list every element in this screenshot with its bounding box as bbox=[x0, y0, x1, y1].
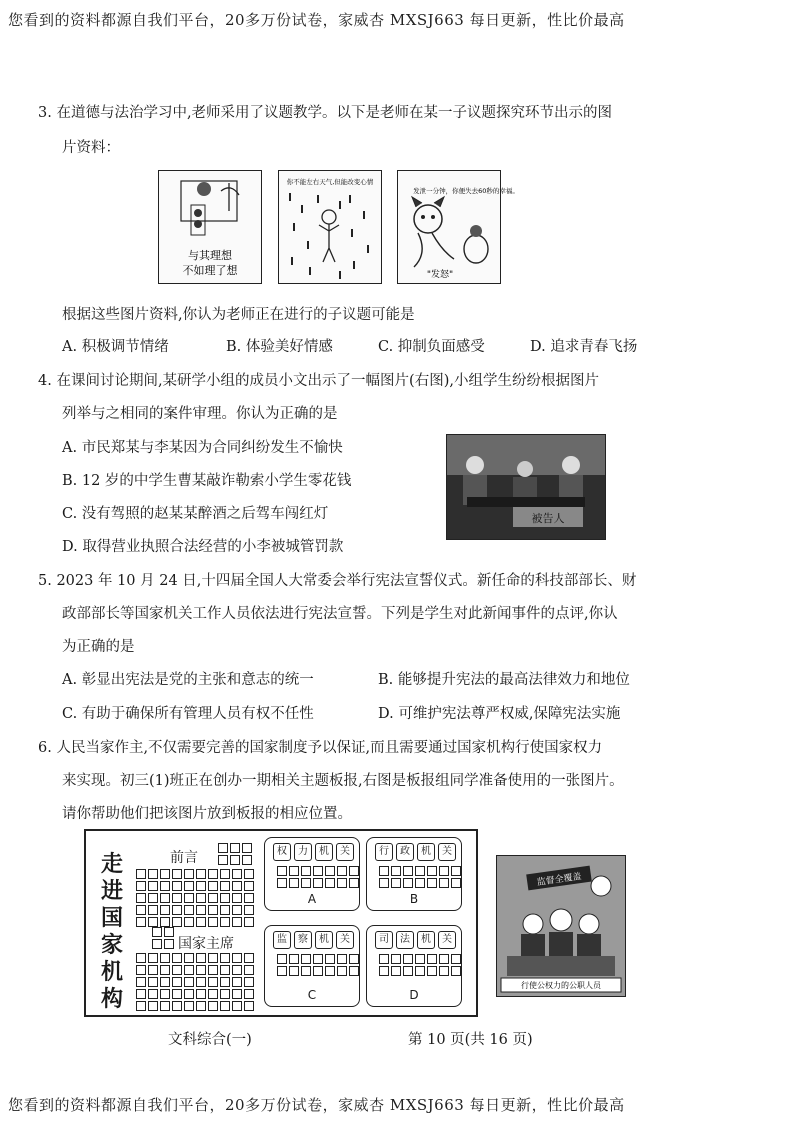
cartoon-sign: 监督全覆盖 bbox=[536, 871, 583, 889]
box-char: 关 bbox=[336, 843, 354, 861]
q3-option-c: C. 抑制负面感受 bbox=[378, 339, 485, 355]
box-char: 法 bbox=[396, 931, 414, 949]
q3-option-a: A. 积极调节情绪 bbox=[62, 339, 169, 355]
cartoon-caption: 行使公权力的公职人员 bbox=[521, 981, 601, 990]
q5-line3: 为正确的是 bbox=[62, 639, 135, 655]
q6-line1: 6. 人民当家作主,不仅需要完善的国家制度予以保证,而且需要通过国家机构行使国家权力 bbox=[38, 740, 603, 756]
pic3-label: "发怒" bbox=[426, 270, 454, 280]
q3-picture-1 bbox=[158, 170, 262, 284]
pic1-caption-2: 不如理了想 bbox=[182, 264, 238, 277]
preface-corner-squares bbox=[218, 843, 252, 865]
q3-stem: 根据这些图片资料,你认为老师正在进行的子议题可能是 bbox=[62, 307, 415, 323]
title-char: 国 bbox=[100, 906, 123, 931]
box-a-heading bbox=[273, 843, 354, 861]
watermark-banner-bottom: 您看到的资料都源自我们平台，20多万份试卷，家威杏 MXSJ663 每日更新，性比价最高 bbox=[8, 1096, 625, 1114]
q4-option-d: D. 取得营业执照合法经营的小李被城管罚款 bbox=[62, 539, 344, 555]
q3-line1: 3. 在道德与法治学习中,老师采用了议题教学。以下是老师在某一子议题探究环节出示的图 bbox=[38, 105, 613, 121]
q5-option-b: B. 能够提升宪法的最高法律效力和地位 bbox=[378, 672, 630, 688]
q5-option-a: A. 彰显出宪法是党的主张和意志的统一 bbox=[62, 672, 314, 688]
preface-text-squares bbox=[136, 869, 254, 927]
president-text-squares bbox=[136, 953, 254, 1011]
title-char: 构 bbox=[100, 987, 123, 1012]
title-char: 进 bbox=[100, 879, 123, 904]
box-char: 监 bbox=[273, 931, 291, 949]
pic2-caption: 你不能左右天气,但能改变心情 bbox=[286, 178, 374, 186]
board-president-label: 国家主席 bbox=[178, 936, 234, 952]
pic1-caption-1: 与其理想 bbox=[188, 249, 232, 262]
footer-subject: 文科综合(一) bbox=[168, 1032, 252, 1048]
q5-option-d: D. 可维护宪法尊严权威,保障宪法实施 bbox=[378, 706, 621, 722]
board-vertical-title bbox=[98, 851, 126, 1013]
photo-sign: 被告人 bbox=[531, 512, 565, 525]
q3-option-d: D. 追求青春飞扬 bbox=[530, 339, 638, 355]
q4-line1: 4. 在课间讨论期间,某研学小组的成员小文出示了一幅图片(右图),小组学生纷纷根据图片 bbox=[38, 373, 599, 389]
q5-line2: 政部部长等国家机关工作人员依法进行宪法宣誓。下列是学生对此新闻事件的点评,你认 bbox=[62, 606, 618, 622]
box-char: 关 bbox=[438, 843, 456, 861]
box-char: 机 bbox=[315, 843, 333, 861]
box-c-squares bbox=[277, 954, 359, 976]
board-box-a bbox=[264, 837, 360, 911]
q6-line2: 来实现。初三(1)班正在创办一期相关主题板报,右图是板报组同学准备使用的一张图片。 bbox=[62, 773, 624, 789]
q3-line2: 片资料： bbox=[62, 140, 120, 156]
box-b-letter: B bbox=[409, 892, 419, 906]
q6-line3: 请你帮助他们把该图片放到板报的相应位置。 bbox=[62, 806, 352, 822]
pic3-caption: 发泄一分钟，你便失去60秒的幸福。 bbox=[413, 187, 519, 195]
box-char: 司 bbox=[375, 931, 393, 949]
board-box-d bbox=[366, 925, 462, 1007]
box-char: 机 bbox=[417, 843, 435, 861]
box-char: 关 bbox=[438, 931, 456, 949]
q4-option-a: A. 市民郑某与李某因为合同纠纷发生不愉快 bbox=[62, 440, 343, 456]
q3-picture-2 bbox=[278, 170, 382, 284]
q4-courtroom-photo bbox=[446, 434, 606, 540]
president-corner-squares bbox=[152, 927, 174, 949]
q3-picture-3 bbox=[397, 170, 519, 284]
title-char: 走 bbox=[100, 852, 123, 877]
box-char: 机 bbox=[315, 931, 333, 949]
box-d-letter: D bbox=[409, 988, 419, 1002]
box-char: 机 bbox=[417, 931, 435, 949]
q4-line2: 列举与之相同的案件审理。你认为正确的是 bbox=[62, 406, 338, 422]
board-box-c bbox=[264, 925, 360, 1007]
box-a-squares bbox=[277, 866, 359, 888]
watermark-banner-top: 您看到的资料都源自我们平台，20多万份试卷，家威杏 MXSJ663 每日更新，性比价最高 bbox=[8, 11, 625, 29]
board-preface-label: 前言 bbox=[170, 850, 198, 866]
q6-cartoon-picture bbox=[496, 855, 626, 997]
box-c-letter: C bbox=[307, 988, 317, 1002]
board-box-b bbox=[366, 837, 462, 911]
box-b-squares bbox=[379, 866, 461, 888]
box-char: 行 bbox=[375, 843, 393, 861]
box-char: 力 bbox=[294, 843, 312, 861]
footer-page-number: 第 10 页(共 16 页) bbox=[408, 1032, 533, 1048]
box-d-heading bbox=[375, 931, 456, 949]
q5-option-c: C. 有助于确保所有管理人员有权不任性 bbox=[62, 706, 314, 722]
q4-option-b: B. 12 岁的中学生曹某敲诈勒索小学生零花钱 bbox=[62, 473, 352, 489]
box-c-heading bbox=[273, 931, 354, 949]
box-b-heading bbox=[375, 843, 456, 861]
box-a-letter: A bbox=[307, 892, 317, 906]
q5-line1: 5. 2023 年 10 月 24 日,十四届全国人大常委会举行宪法宣誓仪式。新任命的科技部部长、财 bbox=[38, 573, 637, 589]
q4-option-c: C. 没有驾照的赵某某醉酒之后驾车闯红灯 bbox=[62, 506, 329, 522]
q3-option-b: B. 体验美好情感 bbox=[226, 339, 333, 355]
box-d-squares bbox=[379, 954, 461, 976]
title-char: 机 bbox=[100, 960, 123, 985]
blackboard-layout bbox=[84, 829, 478, 1017]
box-char: 政 bbox=[396, 843, 414, 861]
title-char: 家 bbox=[100, 933, 123, 958]
box-char: 关 bbox=[336, 931, 354, 949]
box-char: 察 bbox=[294, 931, 312, 949]
box-char: 权 bbox=[273, 843, 291, 861]
